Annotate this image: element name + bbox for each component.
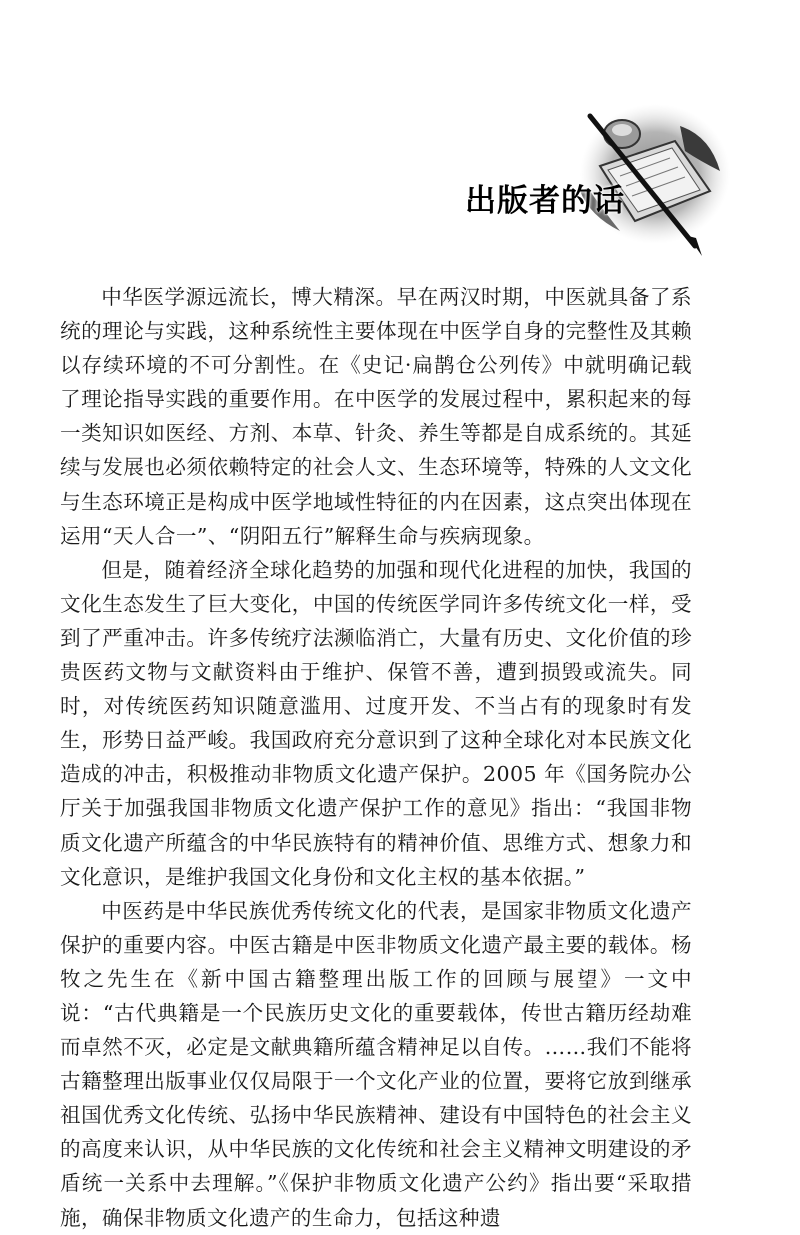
paragraph-1: 中华医学源远流长，博大精深。早在两汉时期，中医就具备了系统的理论与实践，这种系统性主要体现在中医学自身的完整性及其赖以存续环境的不可分割性。在《史记·扁鹊仓公列传》中就明确记载了理论指导实践的重要作用。在中医学的发展过程中，累积起来的每一类知识如医经、方剂、本草、针灸、养生等都是自成系统的。其延续与发展也必须依赖特定的社会人文、生态环境等，特殊的人文文化与生态环境正是构成中医学地域性特征的内在因素，这点突出体现在运用“天人合一”、“阴阳五行”解释生命与疾病现象。	[60, 285, 692, 548]
page-title: 出版者的话	[465, 183, 625, 219]
body-text	[60, 280, 692, 1230]
paragraph-2: 但是，随着经济全球化趋势的加强和现代化进程的加快，我国的文化生态发生了巨大变化，中国的传统医学同许多传统文化一样，受到了严重冲击。许多传统疗法濒临消亡，大量有历史、文化价值的珍贵医药文物与文献资料由于维护、保管不善，遭到损毁或流失。同时，对传统医药知识随意滥用、过度开发、不当占有的现象时有发生，形势日益严峻。我国政府充分意识到了这种全球化对本民族文化造成的冲击，积极推动非物质文化遗产保护。2005 年《国务院办公厅关于加强我国非物质文化遗产保护工作的意见》指出：“我国非物质文化遗产所蕴含的中华民族特有的精神价值、思维方式、想象力和文化意识，是维护我国文化身份和文化主权的基本依据。”	[60, 557, 692, 889]
paragraph-3: 中医药是中华民族优秀传统文化的代表，是国家非物质文化遗产保护的重要内容。中医古籍是中医非物质文化遗产最主要的载体。杨牧之先生在《新中国古籍整理出版工作的回顾与展望》一文中说：“古代典籍是一个民族历史文化的重要载体，传世古籍历经劫难而卓然不灭，必定是文献典籍所蕴含精神足以自传。……我们不能将古籍整理出版事业仅仅局限于一个文化产业的位置，要将它放到继承祖国优秀文化传统、弘扬中华民族精神、建设有中国特色的社会主义的高度来认识，从中华民族的文化传统和社会主义精神文明建设的矛盾统一关系中去理解。”《保护非物质文化遗产公约》指出要“采取措施，确保非物质文化遗产的生命力，包括这种遗	[60, 898, 692, 1230]
